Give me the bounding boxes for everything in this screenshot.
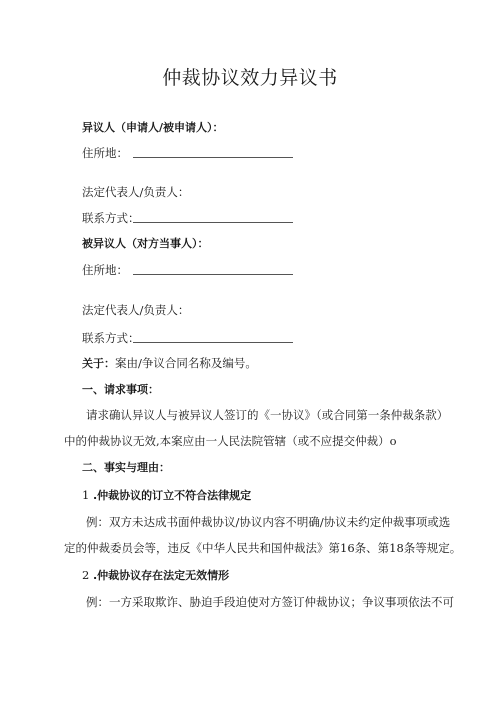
objector-heading: 异议人（申请人/被申请人）：: [82, 121, 224, 134]
objector-address-field: [133, 157, 293, 158]
facts-item-1-line-2: 定的仲裁委员会等，违反《中华人民共和国仲裁法》第16条、第18条等规定。: [64, 541, 462, 555]
respondent-heading: 被异议人（对方当事人）：: [82, 237, 209, 250]
respondent-contact-label: 联系方式：: [82, 331, 140, 345]
requests-heading: 一、请求事项：: [82, 383, 159, 396]
facts-heading: 二、事实与理由：: [82, 461, 170, 474]
facts-item-2-line-1: 例：一方采取欺诈、胁迫手段迫使对方签订仲裁协议；争议事项依法不可: [86, 595, 454, 609]
regarding-label: 关于：: [82, 357, 115, 370]
facts-item-1-number: 1: [82, 488, 90, 502]
regarding-line: [82, 356, 257, 371]
respondent-contact-field: [133, 342, 293, 343]
requests-line-2: 中的仲裁协议无效,本案应由一人民法院管辖（或不应提交仲裁）o: [64, 434, 397, 448]
objector-legal-rep-label: 法定代表人/负责人：: [82, 185, 190, 199]
objector-contact-label: 联系方式：: [82, 211, 140, 225]
respondent-address-label: 住所地：: [82, 263, 128, 277]
respondent-legal-rep-label: 法定代表人/负责人：: [82, 303, 190, 317]
regarding-text: 案由/争议合同名称及编号。: [115, 356, 257, 370]
facts-item-2-number: 2: [82, 568, 90, 582]
facts-item-2-title: .仲裁协议存在法定无效情形: [92, 569, 230, 582]
requests-line-1: 请求确认异议人与被异议人签订的《一协议》（或合同第一条仲裁条款）: [86, 408, 449, 422]
respondent-address-field: [133, 274, 293, 275]
objector-contact-field: [133, 222, 293, 223]
facts-item-1: [82, 488, 251, 503]
objector-address-label: 住所地：: [82, 146, 128, 160]
facts-item-2: [82, 568, 229, 583]
document-title: 仲裁协议效力异议书: [162, 67, 338, 89]
facts-item-1-title: .仲裁协议的订立不符合法律规定: [92, 489, 252, 502]
facts-item-1-line-1: 例：双方未达成书面仲裁协议/协议内容不明确/协议未约定仲裁事项或选: [86, 515, 451, 529]
